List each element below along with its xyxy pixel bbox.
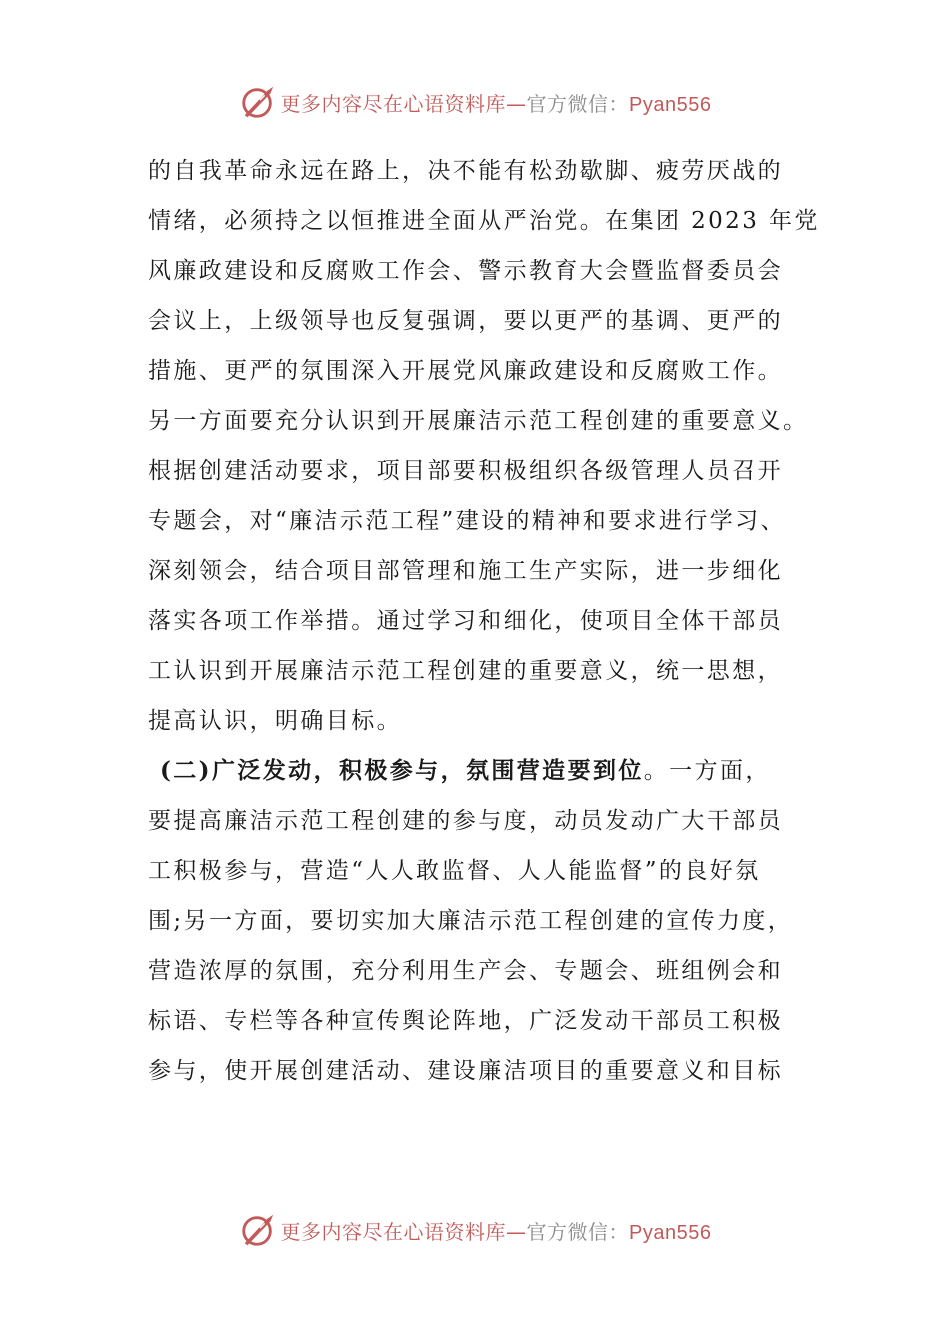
paragraph-line: 参与，使开展创建活动、建设廉洁项目的重要意义和目标 [148,1058,783,1084]
banner-main-text: 更多内容尽在心语资料库 [280,91,507,116]
header-banner [0,80,950,124]
banner-text [281,1216,712,1245]
paragraph-line: 营造浓厚的氛围，充分利用生产会、专题会、班组例会和 [148,958,783,984]
paragraph-line: 另一方面要充分认识到开展廉洁示范工程创建的重要意义。 [148,408,809,434]
paragraph-line: 根据创建活动要求，项目部要积极组织各级管理人员召开 [148,458,783,484]
paragraph-line: 提高认识，明确目标。 [148,708,402,734]
paragraph-line: 风廉政建设和反腐败工作会、警示教育大会暨监督委员会 [148,258,783,284]
banner-wechat-id: Pyan556 [629,93,712,116]
paragraph-line: 落实各项工作举措。通过学习和细化，使项目全体干部员 [148,608,783,634]
section-heading: (二)广泛发动，积极参与，氛围营造要到位 [160,757,644,784]
paragraph-line: 的自我革命永远在路上，决不能有松劲歇脚、疲劳厌战的 [148,158,783,184]
section-heading-tail: 。一方面， [643,758,771,784]
paragraph-line: 专题会，对“廉洁示范工程”建设的精神和要求进行学习、 [148,508,786,534]
quill-pen-circle-icon [239,83,277,121]
paragraph-line: 要提高廉洁示范工程创建的参与度，动员发动广大干部员 [148,808,783,834]
banner-wechat-id: Pyan556 [629,1221,712,1244]
banner-official-label: 官方微信： [526,91,630,116]
section-heading-line [148,746,808,796]
banner-official-label: 官方微信： [526,1219,630,1244]
quill-pen-circle-icon [239,1211,277,1249]
paragraph-line: 情绪，必须持之以恒推进全面从严治党。在集团 2023 年党 [148,208,820,234]
document-body [148,146,820,1096]
paragraph-line: 措施、更严的氛围深入开展党风廉政建设和反腐败工作。 [148,358,783,384]
banner-text [281,88,712,117]
paragraph-line: 标语、专栏等各种宣传舆论阵地，广泛发动干部员工积极 [148,1008,783,1034]
footer-banner [0,1208,950,1252]
paragraph-line: 会议上，上级领导也反复强调，要以更严的基调、更严的 [148,308,783,334]
paragraph-line: 围;另一方面，要切实加大廉洁示范工程创建的宣传力度， [148,908,794,934]
paragraph-line: 深刻领会，结合项目部管理和施工生产实际，进一步细化 [148,558,783,584]
paragraph-line: 工认识到开展廉洁示范工程创建的重要意义，统一思想， [148,658,783,684]
banner-dash: — [506,91,527,116]
paragraph-line: 工积极参与，营造“人人敢监督、人人能监督”的良好氛 [148,858,761,884]
banner-dash: — [506,1219,527,1244]
banner-main-text: 更多内容尽在心语资料库 [280,1219,507,1244]
